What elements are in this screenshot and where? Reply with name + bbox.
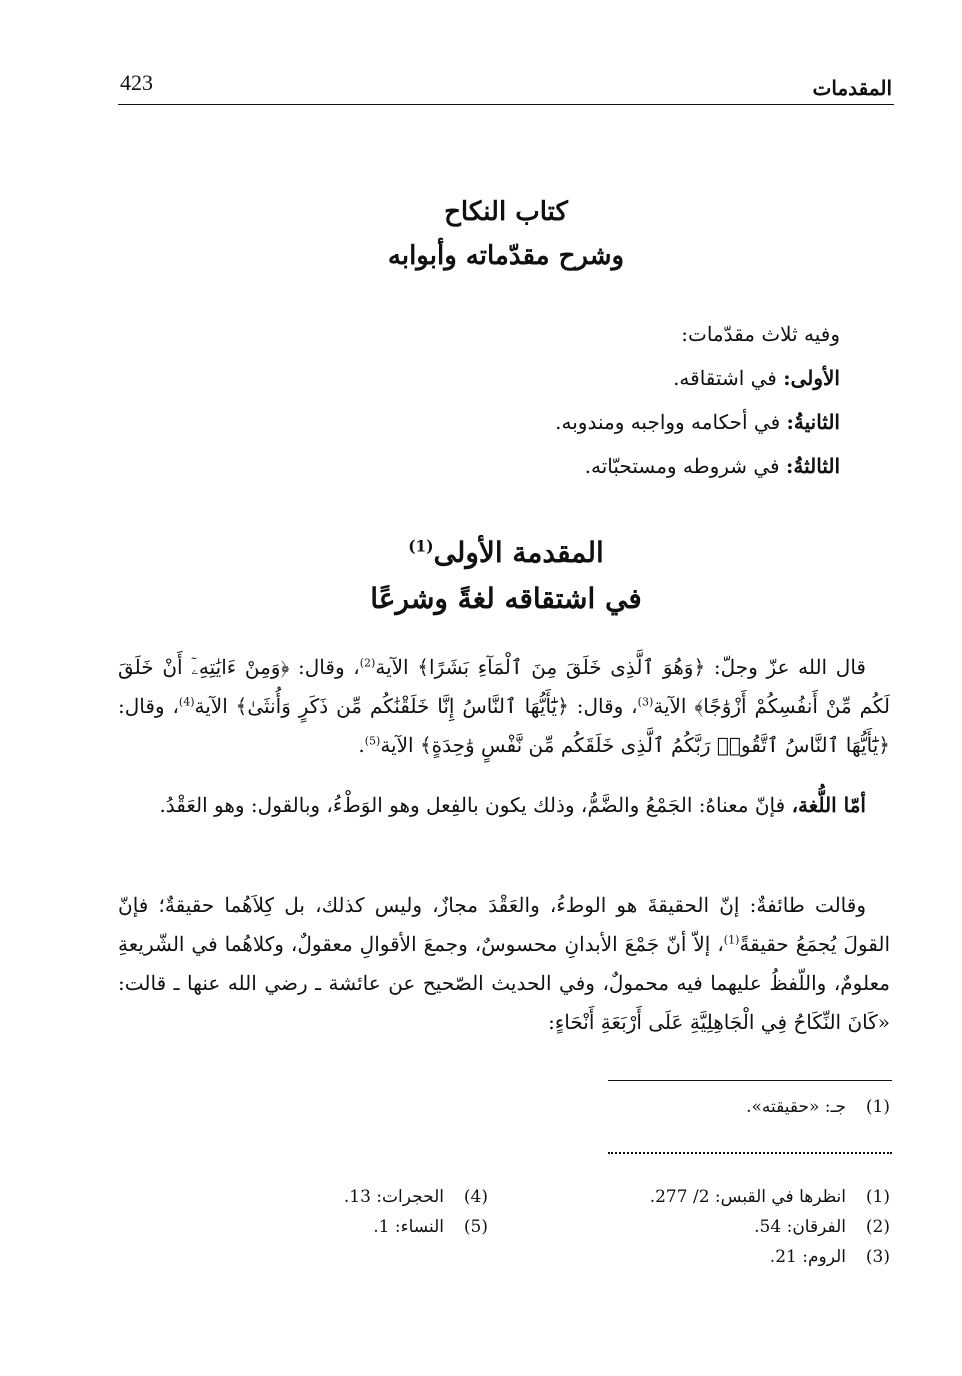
footnote-marker: (2) bbox=[359, 656, 376, 670]
introduction-list bbox=[280, 312, 840, 488]
text-run: . bbox=[358, 733, 365, 757]
footnote-item bbox=[746, 1092, 890, 1122]
footnote-number: (1) bbox=[865, 1187, 890, 1207]
footnote-number: (5) bbox=[463, 1217, 488, 1237]
footnote-number: (1) bbox=[865, 1097, 890, 1117]
paragraph-linguistic-meaning bbox=[118, 786, 890, 825]
footnote-text: النساء: 1. bbox=[373, 1217, 444, 1237]
quran-quote: ﴿يَٰٓأَيُّهَا ٱلنَّاسُ ٱتَّقُوا۟ رَبَّكُمُ ٱلَّذِى خَلَقَكُم مِّن نَّفْسٍ وَٰحِدَةٍ﴾ bbox=[419, 733, 890, 757]
intro-item-third bbox=[280, 444, 840, 488]
footnote-number: (4) bbox=[463, 1187, 488, 1207]
intro-lead: وفيه ثلاث مقدّمات: bbox=[681, 322, 840, 346]
book-title-line-2: وشرح مقدّماته وأبوابه bbox=[387, 241, 625, 271]
running-head: المقدمات bbox=[812, 76, 892, 100]
footnotes-right-column bbox=[650, 1182, 890, 1272]
footnote-text: الفرقان: 54. bbox=[754, 1217, 846, 1237]
text-run: الآية bbox=[194, 694, 236, 718]
footnote-text: الروم: 21. bbox=[769, 1247, 846, 1267]
header-rule bbox=[118, 104, 894, 105]
intro-item-text: في أحكامه وواجبه ومندوبه. bbox=[555, 410, 781, 434]
footnote-text: جـ: «حقيقته». bbox=[746, 1097, 846, 1117]
footnote-item bbox=[650, 1212, 890, 1242]
intro-item-first bbox=[280, 356, 840, 400]
intro-item-label: الأولى: bbox=[783, 366, 840, 390]
footnote-marker: (1) bbox=[408, 537, 434, 556]
footnote-number: (2) bbox=[865, 1217, 890, 1237]
page-number: 423 bbox=[120, 70, 153, 95]
footnote-item bbox=[344, 1212, 488, 1242]
paragraph-definition bbox=[118, 886, 890, 1042]
footnote-text: انظرها في القبس: 2/ 277. bbox=[649, 1187, 846, 1207]
text-run: قال الله عزّ وجلّ: bbox=[705, 655, 866, 679]
footnote-marker: (5) bbox=[364, 734, 381, 748]
intro-item-label: الثانيةُ: bbox=[786, 410, 840, 434]
footnote-item bbox=[344, 1182, 488, 1212]
text-run: الآية bbox=[375, 655, 418, 679]
text-run: فإنّ معناهُ: الجَمْعُ والضَّمُّ، وذلك يكون بالفِعل وهو الوَطْءُ، وبالقول: وهو العَقْدُ. bbox=[159, 793, 792, 817]
footnote-divider bbox=[608, 1080, 892, 1081]
book-title-line-1: كتاب النكاح bbox=[444, 197, 568, 227]
text-run: الآية bbox=[380, 733, 420, 757]
footnote-item bbox=[650, 1182, 890, 1212]
text-run: الآية bbox=[653, 694, 695, 718]
text-run: ، وقال: bbox=[118, 694, 179, 718]
footnote-text: الحجرات: 13. bbox=[343, 1187, 444, 1207]
text-run: وقالت طائفةٌ: إنّ الحقيقةَ هو الوطءُ، والعَقْدَ مجازٌ، وليس كذلك، بل كِلاَهُما حقيقةٌ؛ فإنّ القولَ يُجمَعُ حقيقةً bbox=[118, 893, 890, 956]
footnote-marker: (1) bbox=[723, 933, 740, 947]
footnote-marker: (4) bbox=[178, 695, 195, 709]
footnote-number: (3) bbox=[865, 1247, 890, 1267]
paragraph-quran-verses bbox=[118, 648, 890, 765]
text-run: ، إلاّ أنّ جَمْعَ الأبدانِ محسوسٌ، وجمعَ الأقوالِ معقولٌ، وكلاهُما في الشّريعةِ معلومٌ، واللّفظُ عليهما فيه محمولٌ، وفي الحديث الصّحيح عن عائشة ـ رضي الله عنها ـ قالت: «كَانَ النِّكَاحُ فِي الْجَاهِلِيَّةِ عَلَى أَرْبَعَةِ أَنْحَاءٍ: bbox=[118, 932, 890, 1034]
text-run: ، وقال: bbox=[568, 694, 638, 718]
section-title-line-1 bbox=[118, 530, 894, 576]
quran-quote: ﴿وَهُوَ ٱلَّذِى خَلَقَ مِنَ ٱلْمَآءِ بَشَرًا﴾ bbox=[417, 655, 706, 679]
footnote-dotted-divider bbox=[608, 1152, 892, 1154]
footnote-item bbox=[650, 1242, 890, 1272]
section-title-line-2: في اشتقاقه لغةً وشرعًا bbox=[370, 582, 642, 615]
quran-quote: ﴿يَٰٓأَيُّهَا ٱلنَّاسُ إِنَّا خَلَقْنَٰكُم مِّن ذَكَرٍ وَأُنثَىٰ﴾ bbox=[235, 694, 569, 718]
paragraph-lead: أمّا اللُّغة، bbox=[791, 793, 866, 817]
quran-quote: ﴿وَمِنْ ءَايَٰتِهِۦٓ أَنْ خَلَقَ لَكُم مِّنْ أَنفُسِكُمْ أَزْوَٰجًا﴾ bbox=[118, 655, 891, 718]
intro-item-text: في اشتقاقه. bbox=[673, 366, 777, 390]
intro-item-second bbox=[280, 400, 840, 444]
text-run: ، وقال: bbox=[289, 655, 360, 679]
intro-item-text: في شروطه ومستحبّاته. bbox=[584, 454, 780, 478]
section-title bbox=[118, 530, 894, 622]
footnote-marker: (3) bbox=[637, 695, 654, 709]
intro-item-label: الثالثةُ: bbox=[785, 454, 840, 478]
book-title bbox=[118, 190, 894, 278]
section-title-text: المقدمة الأولى bbox=[433, 536, 604, 569]
footnotes-left-column bbox=[344, 1182, 488, 1242]
